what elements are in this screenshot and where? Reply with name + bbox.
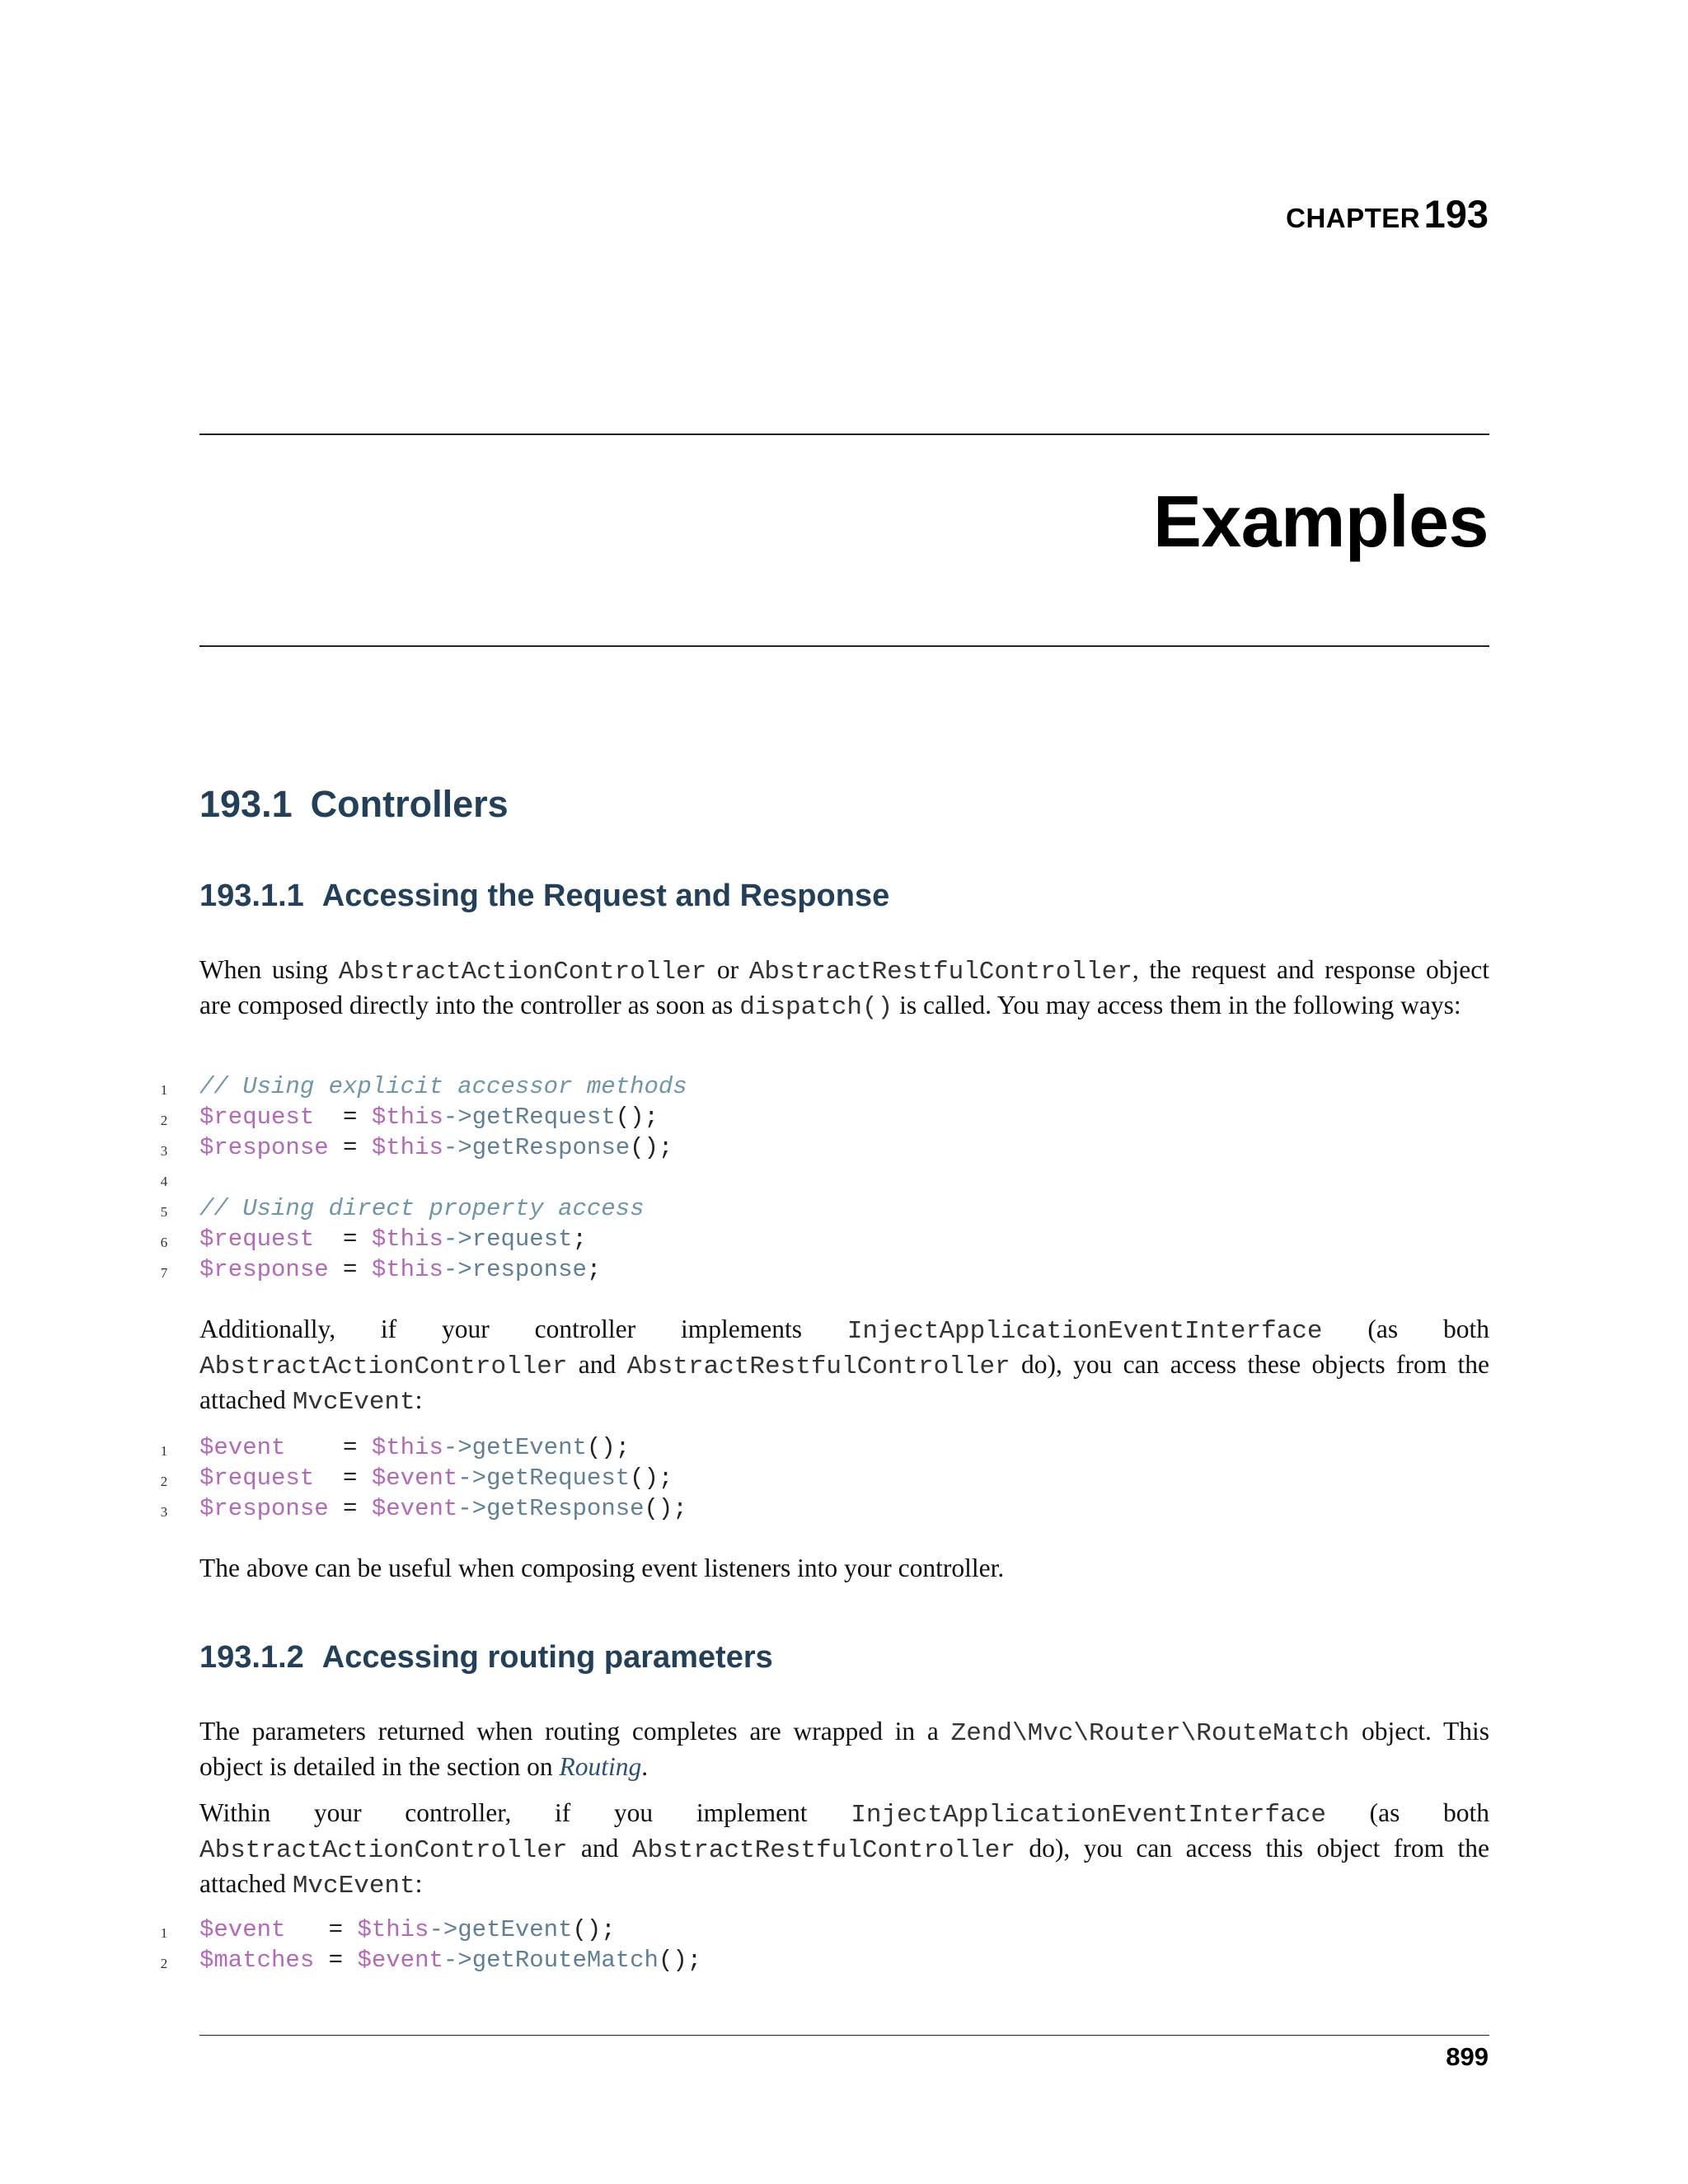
- code-token: getResponse: [486, 1495, 645, 1522]
- code-token: $this: [371, 1434, 443, 1461]
- text-run: object. This object is detailed in the section on: [199, 1717, 1489, 1781]
- code-line: [0, 1432, 824, 1463]
- paragraph: The above can be useful when composing event listeners into your controller.: [199, 1554, 1005, 1582]
- inline-code: AbstractActionController: [199, 1836, 568, 1865]
- code-token: $this: [357, 1916, 429, 1943]
- line-number: 1: [160, 1925, 168, 1941]
- text-run: do), you can access this object from the attached: [199, 1834, 1490, 1898]
- code-line: [0, 1071, 824, 1102]
- inline-code: Zend\Mvc\Router\RouteMatch: [950, 1719, 1350, 1748]
- code-token: ();: [630, 1134, 673, 1161]
- code-token: $event: [199, 1434, 286, 1461]
- subsection-title: Accessing the Request and Response: [321, 879, 890, 913]
- code-line: [0, 1163, 824, 1193]
- chapter-top-rule: [199, 434, 1489, 435]
- paragraph: [199, 1715, 1489, 1783]
- text-run: is called. You may access them in the following ways:: [893, 991, 1461, 1019]
- chapter-title: Examples: [1153, 480, 1489, 562]
- text-run: (as both: [1322, 1315, 1489, 1343]
- code-token: =: [285, 1916, 358, 1943]
- line-number: 2: [160, 1113, 168, 1128]
- code-token: ();: [644, 1495, 687, 1522]
- text-run: do), you can access these objects from the attached: [199, 1350, 1489, 1414]
- code-text: [199, 1132, 673, 1163]
- line-number: 6: [160, 1235, 168, 1250]
- text-run: The parameters returned when routing completes are wrapped in a: [199, 1717, 951, 1746]
- text-run: :: [415, 1385, 423, 1414]
- code-token: getRouteMatch: [471, 1947, 659, 1974]
- section-heading: [199, 783, 509, 826]
- code-text: [199, 1254, 601, 1285]
- chapter-label: [1286, 191, 1489, 237]
- code-line: [0, 1193, 824, 1224]
- code-text: [199, 1945, 701, 1975]
- line-number: 3: [160, 1143, 168, 1159]
- code-token: ->: [443, 1434, 472, 1461]
- code-token: $this: [371, 1256, 443, 1283]
- code-line: [0, 1463, 824, 1493]
- code-token: ->: [457, 1495, 487, 1522]
- code-token: ;: [586, 1256, 602, 1283]
- code-line: [0, 1915, 824, 1945]
- code-token: ->: [429, 1916, 458, 1943]
- inline-code: AbstractRestfulController: [626, 1352, 1010, 1381]
- code-token: ->: [443, 1226, 472, 1253]
- subsection-title: Accessing routing parameters: [321, 1640, 773, 1675]
- code-line: [0, 1254, 824, 1285]
- paragraph: [199, 1797, 1489, 1903]
- code-token: response: [471, 1256, 587, 1283]
- chapter-bottom-rule: [199, 645, 1489, 647]
- code-line: [0, 1224, 824, 1254]
- page-number: 899: [1446, 2042, 1489, 2071]
- code-token: getResponse: [471, 1134, 631, 1161]
- code-text: [199, 1493, 687, 1524]
- inline-code: dispatch(): [739, 993, 893, 1022]
- inline-code: MvcEvent: [292, 1872, 415, 1900]
- code-token: $response: [199, 1256, 329, 1283]
- code-token: ->: [443, 1256, 472, 1283]
- line-number: 1: [160, 1443, 168, 1459]
- code-token: $request: [199, 1104, 315, 1131]
- code-token: ();: [630, 1465, 673, 1492]
- routing-link[interactable]: Routing: [559, 1752, 642, 1781]
- code-token: request: [471, 1226, 573, 1253]
- code-token: =: [328, 1495, 372, 1522]
- code-token: =: [314, 1947, 358, 1974]
- code-token: ->: [443, 1104, 472, 1131]
- subsection-heading: [199, 1640, 773, 1675]
- code-token: =: [314, 1226, 372, 1253]
- inline-code: InjectApplicationEventInterface: [846, 1317, 1323, 1346]
- footer-rule: [199, 2035, 1489, 2036]
- code-token: ();: [658, 1947, 702, 1974]
- code-token: $request: [199, 1226, 315, 1253]
- code-line: [0, 1132, 824, 1163]
- code-line: [0, 1945, 824, 1975]
- chapter-number: 193: [1423, 192, 1489, 236]
- code-token: ();: [572, 1916, 616, 1943]
- code-token: =: [285, 1434, 372, 1461]
- line-number: 1: [160, 1082, 168, 1098]
- code-token: =: [314, 1104, 372, 1131]
- text-run: and: [567, 1834, 632, 1863]
- text-run: Within your controller, if you implement: [199, 1798, 851, 1827]
- code-token: =: [328, 1134, 372, 1161]
- text-run: :: [415, 1869, 423, 1898]
- inline-code: MvcEvent: [292, 1388, 415, 1417]
- text-run: When using: [199, 955, 339, 984]
- code-line: [0, 1493, 824, 1524]
- text-run: (as both: [1325, 1798, 1489, 1827]
- code-token: getEvent: [471, 1434, 587, 1461]
- code-text: [199, 1432, 630, 1463]
- text-run: .: [641, 1752, 649, 1781]
- code-text: [199, 1102, 659, 1132]
- text-run: , the request and response object are composed directly into the controller as soon as: [199, 955, 1489, 1019]
- subsection-heading: [199, 879, 889, 914]
- code-block: [0, 1071, 824, 1285]
- line-number: 2: [160, 1956, 168, 1971]
- code-token: getEvent: [457, 1916, 573, 1943]
- code-text: [199, 1463, 673, 1493]
- code-token: getRequest: [486, 1465, 631, 1492]
- code-token: $event: [371, 1495, 458, 1522]
- code-block: [0, 1915, 824, 1975]
- line-number: 3: [160, 1504, 168, 1520]
- code-token: $request: [199, 1465, 315, 1492]
- code-token: $this: [371, 1226, 443, 1253]
- code-token: $response: [199, 1134, 329, 1161]
- code-token: ->: [443, 1134, 472, 1161]
- code-token: $this: [371, 1134, 443, 1161]
- code-block: [0, 1432, 824, 1524]
- code-token: ->: [457, 1465, 487, 1492]
- inline-code: AbstractRestfulController: [631, 1836, 1015, 1865]
- inline-code: AbstractActionController: [338, 958, 707, 987]
- code-token: ();: [586, 1434, 631, 1461]
- section-number: 193.1: [199, 783, 293, 825]
- inline-code: AbstractRestfulController: [748, 958, 1132, 987]
- subsection-number: 193.1.1: [199, 879, 304, 913]
- line-number: 7: [160, 1265, 168, 1281]
- text-run: Additionally, if your controller implements: [199, 1315, 847, 1343]
- chapter-word: CHAPTER: [1286, 203, 1421, 233]
- inline-code: AbstractActionController: [199, 1352, 568, 1381]
- inline-code: InjectApplicationEventInterface: [851, 1801, 1326, 1830]
- code-token: =: [328, 1256, 372, 1283]
- line-number: 2: [160, 1474, 168, 1489]
- code-token: $matches: [199, 1947, 315, 1974]
- section-title: Controllers: [310, 783, 509, 825]
- code-token: // Using direct property access: [199, 1195, 645, 1222]
- paragraph: [199, 1313, 1489, 1419]
- code-token: getRequest: [471, 1104, 616, 1131]
- code-token: $event: [371, 1465, 458, 1492]
- code-text: [199, 1915, 616, 1945]
- code-text: [199, 1071, 687, 1102]
- code-token: $this: [371, 1104, 443, 1131]
- code-text: [199, 1224, 587, 1254]
- text-run: or: [706, 955, 749, 984]
- code-token: $event: [357, 1947, 443, 1974]
- subsection-number: 193.1.2: [199, 1640, 304, 1675]
- code-token: $event: [199, 1916, 286, 1943]
- code-token: ->: [443, 1947, 472, 1974]
- code-text: [199, 1193, 645, 1224]
- code-token: ;: [572, 1226, 587, 1253]
- code-token: ();: [615, 1104, 659, 1131]
- code-token: $response: [199, 1495, 329, 1522]
- text-run: and: [567, 1350, 627, 1379]
- code-token: // Using explicit accessor methods: [199, 1073, 687, 1100]
- line-number: 5: [160, 1204, 168, 1220]
- code-token: =: [314, 1465, 372, 1492]
- code-line: [0, 1102, 824, 1132]
- line-number: 4: [160, 1174, 168, 1189]
- paragraph: [199, 954, 1489, 1024]
